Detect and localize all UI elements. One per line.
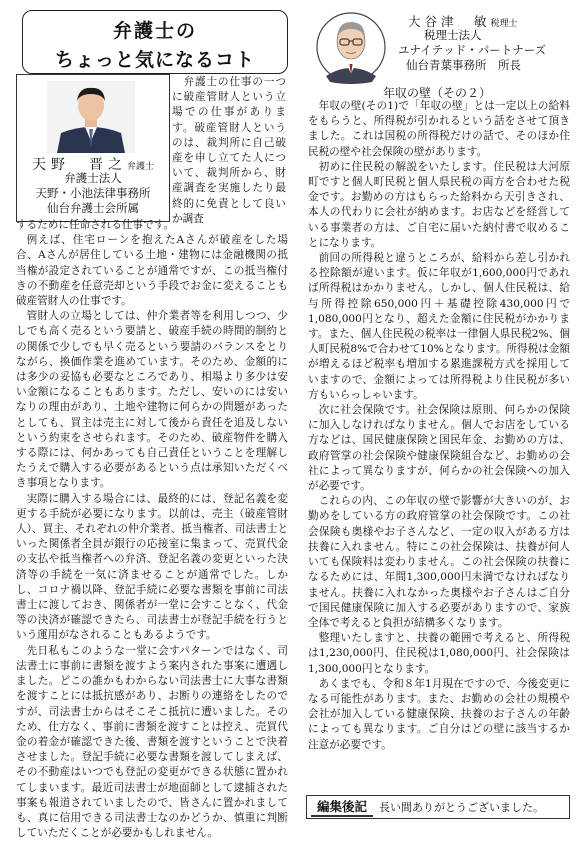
tax-paragraph-6: 整理いたしますと、扶養の範囲で考えると、所得税は1,230,000円、住民税は1,080,000円、社会保険は1,300,000円となります。 <box>308 632 570 675</box>
lawyer-photo <box>47 81 135 153</box>
tax-paragraph-7: あくまでも、令和８年1月現在ですので、今後変更になる可能性があります。また、お勤めの会社の規模や会社が加入している健康保険、扶養のお子さんの年齢によっても異なります。ご自分はどの壁に該当するか注意が必要です。 <box>308 677 570 751</box>
tax-paragraph-2: 初めに住民税の解説をいたします。住民税は大河原町ですと個人町民税と個人県民税の両方を合わせた税金です。お勤めの方はもらった給料から天引きされ、本人の代わりに会社が納めます。お店などを経営している事業者の方は、ご自宅に届いた納付書で収めることになります。 <box>308 160 570 249</box>
lawyer-paragraph-3: 管財人の立場としては、仲介業者等を利用しつつ、少しでも高く売るという要請と、破産手続の時間的制約との関係で少しでも早く売るという要請のバランスをとりながら、換価作業を進めています。そのため、金額的には多少の妥協も必要なところであり、相場より多少は安い金額になることもあります。ただし、安いのには安いなりの理由があり、土地や建物に何らかの問題があったとしても、買主は売主に対して後から責任を追及しないという約束をさせられます。そのため、破産物件を購入する際には、何かあっても自己責任ということを理解したうえで購入する必要があるという点は承知いただくべき事項となります。 <box>16 310 288 490</box>
tax-accountant-header <box>306 6 568 96</box>
lawyer-firm-line3: 仙台弁護士会所属 <box>47 201 139 215</box>
accountant-firm-line3: 仙台青葉事務所 所長 <box>406 58 521 72</box>
lawyer-paragraph-5: 先日私もこのような一堂に会すパターンではなく、司法書士に事前に書類を渡すよう案内された事案に遭遇しました。どこの誰かもわからない司法書士に大事な書類を渡すことには抵抗感があり、お断りの連絡をしたのですが、司法書士からはそこそこ抵抗に遭いました。そのため、仕方なく、事前に書類を渡すことは控え、売買代金の着金が確認できた後、書類を渡すということで決着させました。登記手続に必要な書類を渡してしまえば、その不動産はいつでも登記の変更ができる状態に置かれてしまいます。最近司法書士が地面師として逮捕された事案も報道されていましたので、皆さんに置かれましても、真に信用できる司法書士なのかどうか、慎重に判断していただくことが必要かもしれません。 <box>16 644 288 840</box>
accountant-firm-line1: 税理士法人 <box>424 28 482 42</box>
tax-paragraph-5: これらの内、この年収の壁で影響が大きいのが、お勤めをしている方の政府管掌の社会保険です。この社会保険も奥様やお子さんなど、一定の収入がある方は扶養に入れません。特にこの社会保険は、扶養が何人いても保険料は変わりません。この社会保険の扶養になるためには、年間1,300,000円未満でなければなりません。扶養に入れなかった奥様やお子さんはご自分で国民健康保険に加入する必要がありますので、家族全体で考えると負担が結構多くなります。 <box>308 495 570 629</box>
article-subtitle: 年収の壁（その２） <box>382 86 491 100</box>
tax-paragraph-1: 年収の壁(その1)で「年収の壁」とは一定以上の給料をもらうと、所得税が引かれるという話をさせて頂きました。これは国税の所得税だけの話で、そのほか住民税の壁や社会保険の壁があります。 <box>308 100 570 158</box>
column-title-line1: 弁護士の <box>112 20 197 42</box>
editor-postscript-box <box>306 795 570 819</box>
tax-paragraph-3: 前回の所得税と違うところが、給料から差し引かれる控除額が違います。仮に年収が1,600,000円であれば所得税はかかりません。しかし、個人住民税は、給与所得控除650,000円＋基礎控除430,000円で1,080,000円となり、超えた金額に住民税がかかります。また、個人住民税の税率は一律個人県民税2%、個人町民税8%で合わせて10%となります。所得税は金額が増えるほど税率も増加する累進課税方式を採用していますので、金額によっては所得税より住民税が多い方もいらっしゃいます。 <box>308 252 570 401</box>
accountant-avatar-illustration <box>316 10 386 84</box>
accountant-name-text: 大谷津 敏 <box>408 14 491 29</box>
lawyer-paragraph-1: 弁護士の仕事の一つに破産管財人という立場での仕事があります。破産管財人というのは、裁判所に自己破産を申し立てた人について、裁判所から、財産調査を実施したり最終的に免責として良いか調査 <box>172 76 286 225</box>
lawyer-name-text: 天野 晋之 <box>31 157 127 173</box>
column-title-box <box>22 10 288 74</box>
accountant-firm-line2: ユナイテッド・パートナーズ <box>398 43 547 57</box>
lawyer-profile-box <box>16 74 170 222</box>
lawyer-paragraph-4: 実際に購入する場合には、最終的には、登記名義を変更する手続が必要になります。以前は、売主（破産管財人）、買主、それぞれの仲介業者、抵当権者、司法書士といった関係者全員が銀行の応接室に集まって、売買代金の支払や抵当権者への弁済、登記名義の変更といった決済等の手続を一気に済ませることが通常でした。しかし、コロナ禍以降、登記手続に必要な書類を事前に司法書士に渡しておき、関係者が一堂に会すことなく、代金等の決済が確認できたら、司法書士が登記手続を行うという運用がなされることもあるようです。 <box>16 492 288 642</box>
lawyer-firm-line1: 弁護士法人 <box>64 171 122 185</box>
lawyer-title-suffix: 弁護士 <box>126 162 154 172</box>
editor-postscript-text: 長い間ありがとうございました。 <box>379 801 545 814</box>
lawyer-paragraph-2: 例えば、住宅ローンを抱えたAさんが破産をした場合、Aさんが居住している土地・建物には金融機関の抵当権が設定されていることが通常ですが、この抵当権付きの不動産を任意売却という手段でお金に変えることも破産管財人の仕事です。 <box>16 234 288 308</box>
accountant-title-suffix: 税理士 <box>490 19 518 29</box>
column-title-line2: ちょっと気になるコト <box>54 49 255 71</box>
lawyer-firm-line2: 天野・小池法律事務所 <box>35 186 151 200</box>
tax-paragraph-4: 次に社会保険です。社会保険は原則、何らかの保険に加入しなければなりません。個人でお店をしている方などは、国民健康保険と国民年金、お勤めの方は、政府管掌の社会保険や健康保険組合など、お勤めの会社によって異なりますが、何らかの社会保険への加入が必要です。 <box>308 404 570 493</box>
lawyer-article-body <box>16 218 288 841</box>
tax-article-body <box>308 99 570 753</box>
lawyer-paragraph-1-cont: するために任命される仕事です。 <box>16 219 175 231</box>
editor-postscript-label: 編集後記 <box>311 798 373 817</box>
